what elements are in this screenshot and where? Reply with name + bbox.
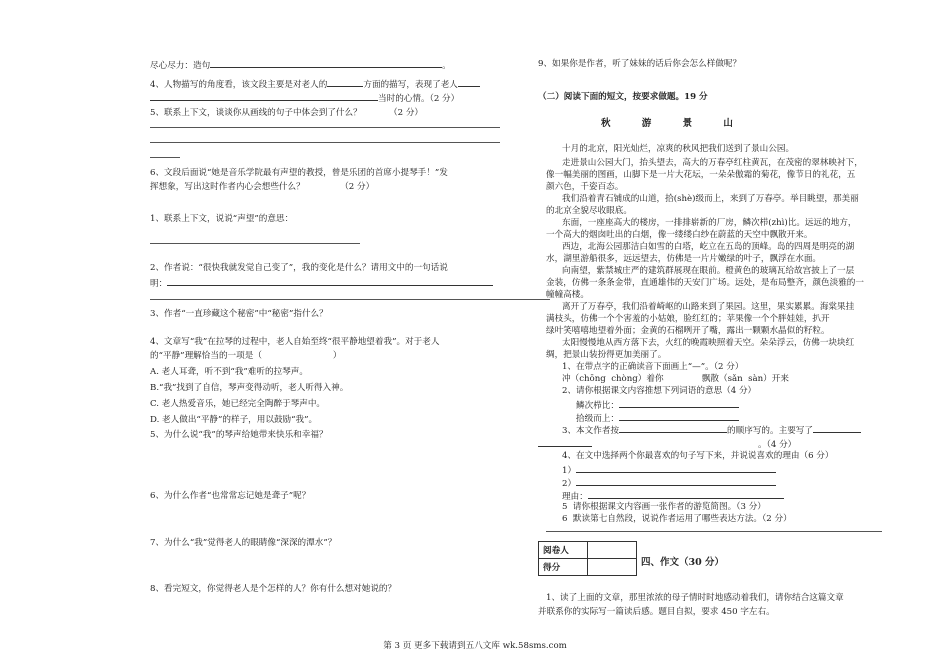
exercise-2-word-1: 鳞次栉比： [576,398,739,412]
answer-blank[interactable] [576,463,776,473]
sub-question-4-line-1: 4、文章写“我”在拉琴的过程中，老人自始至终“很平静地望着我”。对于老人 [150,337,440,347]
paragraph-2-line-3: 颜六色，千姿百态。 [546,182,624,192]
exercise-4-line-1: 1） [562,463,776,477]
passage-title: 秋 游 景 山 [601,118,747,129]
composition-prompt-line-2: 并联系你的实际写一篇读后感。题目自拟，要求 450 字左右。 [538,607,775,617]
paragraph-1: 十月的北京，阳光灿烂，凉爽的秋风把我们送到了景山公园。 [562,144,795,154]
question-9: 9、如果你是作者，听了妹妹的话后你会怎么样做呢？ [538,59,742,69]
grader-label: 阅卷人 [539,542,588,559]
exercise-5: 5 请你根据课文内容画一张作者的游览简图。（3 分） [562,502,766,512]
answer-blank[interactable] [576,476,776,486]
paragraph-7-line-3: 绿叶笑嘻嘻地望着外面；金黄的石榴咧开了嘴，露出一颗颗水晶似的籽粒。 [546,326,830,336]
option-b[interactable]: B.“我”找到了自信，琴声变得动听，老人听得入神。 [150,383,349,393]
score-label: 得分 [539,559,588,576]
question-6-line-1: 6、文段后面说“她是音乐学院最有声望的教授，曾是乐团的首席小提琴手！”发 [150,168,448,178]
answer-blank[interactable] [458,77,480,87]
option-c[interactable]: C. 老人热爱音乐，她已经完全陶醉于琴声中。 [150,399,326,409]
page-footer: 第 3 页 更多下载请到五八文库 wk.58sms.com [383,641,567,651]
paragraph-6-line-1: 向南望，紫禁城庄严的建筑群展现在眼前。橙黄色的玻璃瓦给故宫披上了一层 [562,266,855,276]
sub-question-5: 5、为什么说“我”的琴声给她带来快乐和幸福？ [150,430,328,440]
exercise-3-cont: 。（4 分） [538,437,796,451]
paragraph-6-line-2: 金装，仿佛一条条金带，直通雄伟的天安门广场。远处，是布局整齐，颜色淡雅的一 [546,278,864,288]
answer-blank[interactable] [619,398,739,408]
section-4-heading: 四、作文（30 分） [641,557,725,568]
answer-line[interactable] [150,299,550,300]
paragraph-2-line-2: 像一幅美丽的图画，山脚下是一片大花坛，一朵朵傲霜的菊花，像节日的礼花，五 [546,170,856,180]
exercise-3: 3、本文作者按 的顺序写的。主要写了 [562,423,861,437]
option-a[interactable]: A. 老人耳聋，听不到“我”难听的拉琴声。 [150,367,308,377]
answer-blank[interactable] [327,77,363,87]
question-4-line: 4、人物描写的角度看，该文段主要是对老人的 方面的描写，表现了老人 [150,77,480,91]
answer-line[interactable] [150,157,180,158]
paragraph-5-line-1: 西边，北海公园那洁白如雪的白塔，屹立在五岛的顶峰。岛的四周是明亮的湖 [562,242,855,252]
paragraph-4-line-1: 东面，一座座高大的楼房，一排排崭新的厂房，鳞次栉(zhì)比。远远的地方， [562,218,857,228]
paragraph-3-line-2: 的北京全貌尽收眼底。 [546,206,632,216]
answer-blank[interactable] [210,58,442,68]
question-6-line-2: 挥想象，写出这时作者内心会想些什么？ （2 分） [150,182,375,192]
exercise-1-options[interactable]: 冲（chōng chòng）着你 飘散（sǎn sàn）开来 [562,374,789,384]
sub-question-4-line-2: 的“平静”理解恰当的一项是（ ） [150,351,342,361]
paragraph-2-line-1: 走进景山公园大门，抬头望去，高大的万春亭红柱黄瓦，在茂密的翠林映衬下， [562,158,863,168]
composition-prompt-line-1: 1、读了上面的文章，那里浓浓的母子情时时地感动着我们，请你结合这篇文章 [546,593,844,603]
sub-question-6: 6、为什么作者“也常常忘记她是聋子”呢？ [150,491,311,501]
paragraph-7-line-1: 离开了万春亭，我们沿着崎岖的山路来到了果园。这里，果实累累。海棠果挂 [562,302,855,312]
score-table [538,541,637,576]
answer-blank[interactable] [150,91,378,101]
sub-question-7: 7、为什么“我”觉得老人的眼睛像“深深的潭水”？ [150,538,337,548]
exercise-4: 4、在文中选择两个你最喜欢的句子写下来，并说说喜欢的理由（6 分） [562,451,834,461]
sub-question-2-line-2: 明： [150,276,493,290]
score-cell[interactable] [588,559,637,576]
exercise-6: 6 默读第七自然段，说说作者运用了哪些表达方法。（2 分） [562,514,792,524]
exercise-2-word-2: 拾级而上： [576,411,739,425]
question-5: 5、联系上下文，谈谈你从画线的句子中体会到了什么？ （2 分） [150,108,424,118]
answer-blank[interactable] [813,423,861,433]
sub-question-3: 3、作者“一直珍藏这个秘密”中“秘密”指什么？ [150,309,328,319]
paragraph-7-line-2: 满枝头，仿佛一个个害羞的小姑娘，脸红红的；苹果像一个个胖娃娃，扒开 [546,314,830,324]
answer-blank[interactable] [619,423,727,433]
sub-question-1: 1、联系上下文，说说“声望”的意思： [150,214,294,224]
section-2-heading: （二）阅读下面的短文，按要求做题。19 分 [538,92,708,102]
exercise-2: 2、请你根据课文内容推想下列词语的意思（4 分） [562,386,757,396]
answer-blank[interactable] [167,276,493,286]
exercise-4-reason: 理由： [562,489,784,503]
paragraph-8-line-2: 绸，把景山装扮得更加美丽了。 [546,350,667,360]
sub-question-2-line-1: 2、作者说：“很快我就发觉自己变了”，我的变化是什么？请用文中的一句话说 [150,263,448,273]
answer-blank[interactable] [538,437,592,447]
paragraph-5-line-2: 水，湖里游船很多，远远望去，仿佛是一片片嫩绿的叶子，飘浮在水面。 [546,254,822,264]
paragraph-8-line-1: 太阳慢慢地从西方落下去，火红的晚霞映照着天空。朵朵浮云，仿佛一块块红 [562,338,855,348]
exercise-1: 1、在带点字的正确读音下面画上“—”。（2 分） [562,362,744,372]
grader-cell[interactable] [588,542,637,559]
answer-blank[interactable] [588,489,784,499]
answer-line[interactable] [150,142,500,143]
answer-line[interactable] [150,243,360,244]
sub-question-8: 8、看完短文，你觉得老人是个怎样的人？你有什么想对她说的？ [150,584,397,594]
paragraph-4-line-2: 一个高大的烟囱吐出的白烟，像一缕缕白纱在蔚蓝的天空中飘散开来。 [546,230,813,240]
answer-line[interactable] [546,531,882,532]
paragraph-6-line-3: 幢幢高楼。 [546,290,589,300]
answer-line[interactable] [150,127,500,128]
option-d[interactable]: D. 老人做出“平静”的样子，用以鼓励“我”。 [150,415,318,425]
answer-blank[interactable] [619,411,739,421]
paragraph-3-line-1: 我们沿着青石铺成的山道，拾(shè)级而上，来到了万春亭。举目眺望，那美丽 [562,194,859,204]
question-4-line-2: 当时的心情。（2 分） [150,91,459,105]
fill-line-1: 尽心尽力：造句 。 [150,58,451,72]
exercise-4-line-2: 2） [562,476,776,490]
